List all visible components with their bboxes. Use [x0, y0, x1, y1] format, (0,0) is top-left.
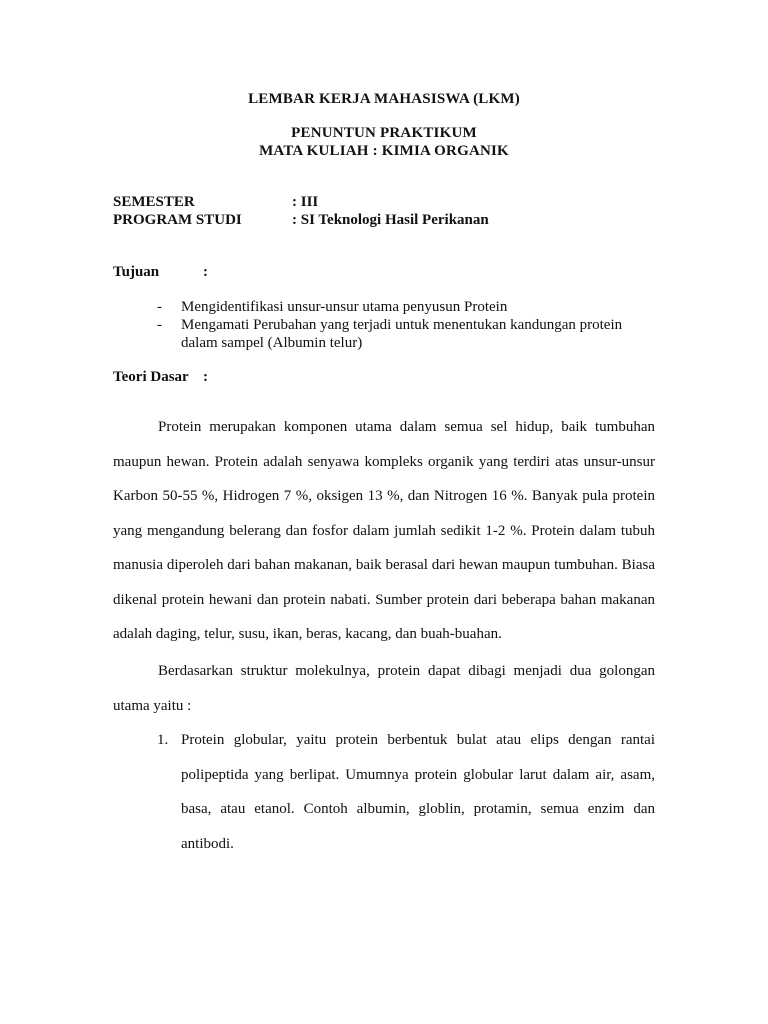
body-paragraph: Protein merupakan komponen utama dalam semua sel hidup, baik tumbuhan maupun hewan. Protein adalah senyawa kompleks organik yang terdiri atas unsur-unsur Karbon 50-55 %, Hidrogen 7 %, oksigen 13 %, dan Nitrogen 16 %. Banyak pula protein yang mengandung belerang dan fosfor dalam jumlah sedikit 1-2 %. Protein dalam tubuh manusia diperoleh dari bahan makanan, baik berasal dari hewan maupun tumbuhan. Biasa dikenal protein hewani dan protein nabati. Sumber protein dari beberapa bahan makanan adalah daging, telur, susu, ikan, beras, kacang, dan buah-buahan. [113, 419, 655, 642]
body-paragraph: Berdasarkan struktur molekulnya, protein dapat dibagi menjadi dua golongan utama yaitu : [113, 663, 655, 714]
list-item-text: Mengidentifikasi unsur-unsur utama penyusun Protein [181, 299, 508, 315]
section-heading-label: Tujuan [113, 264, 160, 280]
course-title: MATA KULIAH : KIMIA ORGANIK [259, 143, 509, 159]
meta-value: : III [292, 194, 319, 210]
list-item-text: Protein globular, yaitu protein berbentuk bulat atau elips dengan rantai polipeptida yang berlipat. Umumnya protein globular larut dalam air, asam, basa, atau etanol. Contoh albumin, globlin, protamin, semua enzim dan antibodi. [181, 732, 655, 852]
list-item-text: Mengamati Perubahan yang terjadi untuk menentukan kandungan protein dalam sampel (Albumin telur) [181, 317, 623, 351]
section-heading-colon: : [203, 264, 208, 280]
list-marker: - [157, 317, 162, 333]
section-heading-label: Teori Dasar [113, 369, 189, 385]
list-number: 1. [157, 732, 169, 748]
section-heading-colon: : [203, 369, 208, 385]
meta-label: PROGRAM STUDI [113, 212, 242, 228]
meta-value: : SI Teknologi Hasil Perikanan [292, 212, 489, 228]
meta-label: SEMESTER [113, 194, 195, 210]
document-title: LEMBAR KERJA MAHASISWA (LKM) [248, 91, 520, 107]
section-heading-teori-dasar [113, 369, 208, 386]
document-subtitle: PENUNTUN PRAKTIKUM [291, 125, 477, 141]
list-marker: - [157, 299, 162, 315]
section-heading-tujuan [113, 264, 208, 281]
